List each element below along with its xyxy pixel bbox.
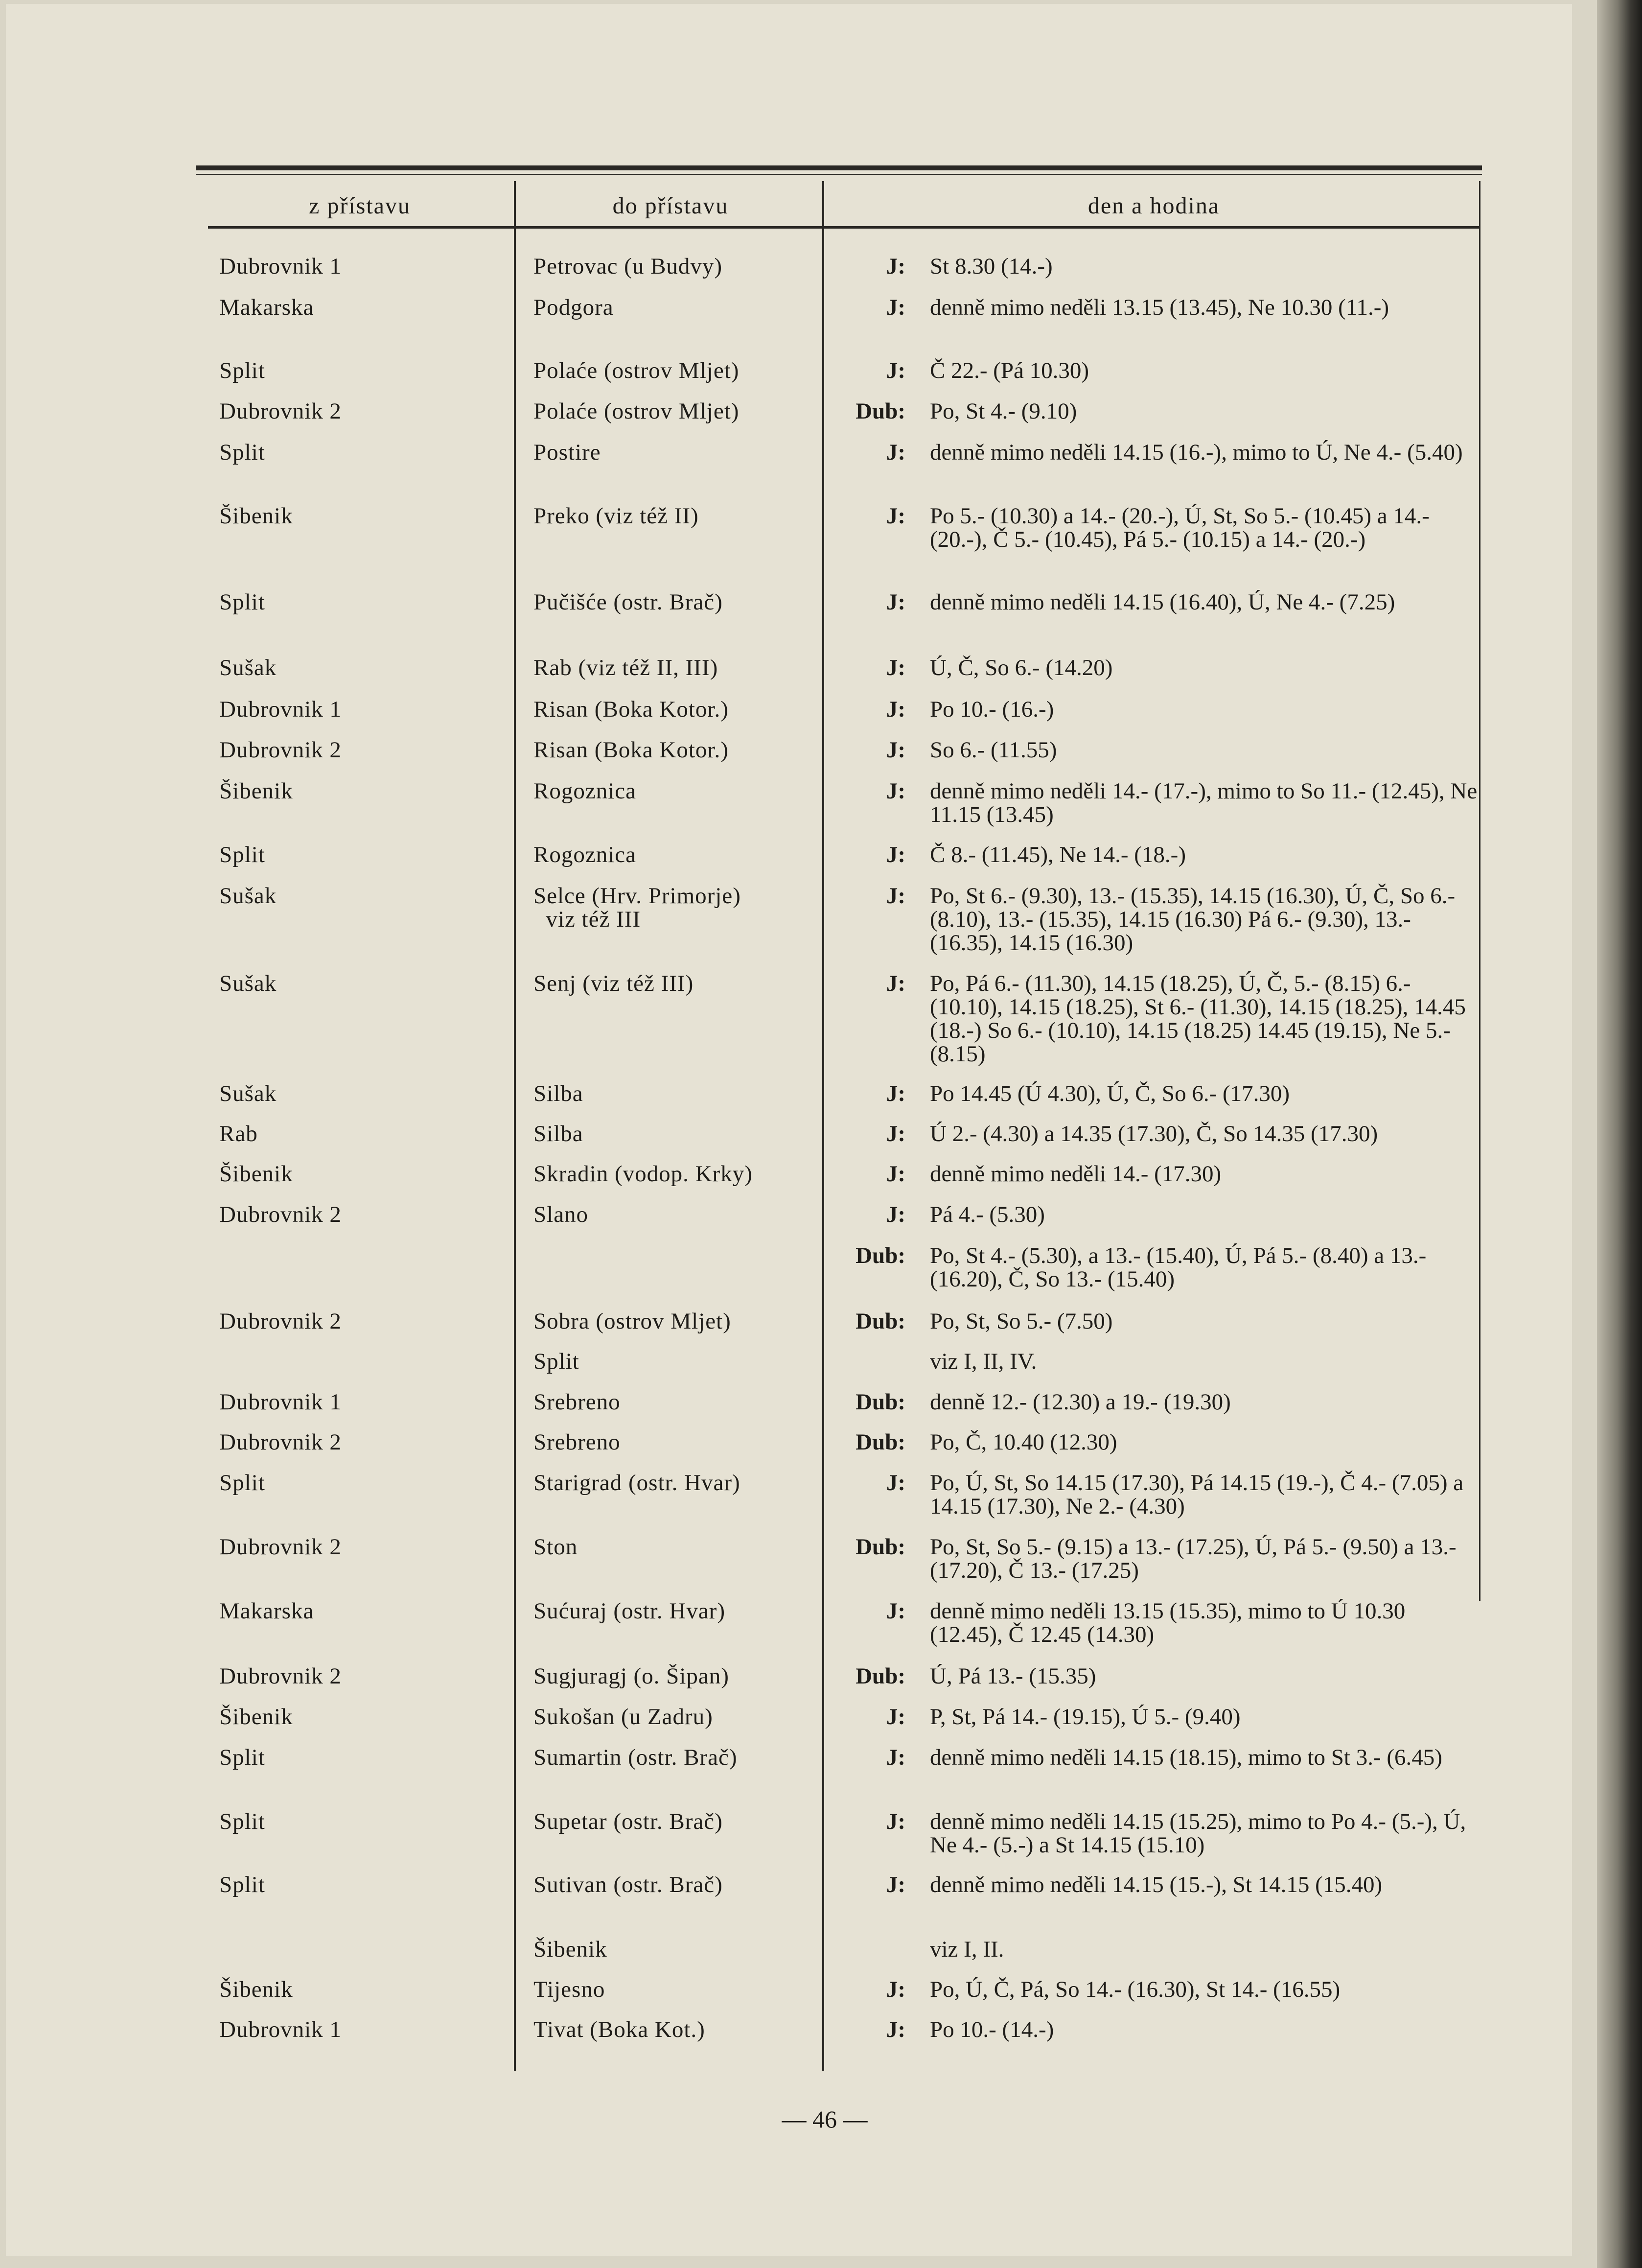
schedule: Po, St 4.- (5.30), a 13.- (15.40), Ú, Pá 5.- (8.40) a 13.- (16.20), Č, So 13.- (15.40) [930,1243,1427,1292]
from-port: Šibenik [219,1704,293,1730]
operator: J : [832,1746,905,1769]
to-port: Šibenik [533,1937,607,1962]
from-port: Dubrovnik 2 [219,398,342,424]
operator: J : [832,1705,905,1729]
schedule: denně mimo neděli 13.15 (13.45), Ne 10.30 (11.-) [930,295,1389,320]
operator: J : [832,1978,905,2001]
schedule: So 6.- (11.55) [930,737,1057,763]
header-from-port: z přístavu [309,192,411,219]
operator: J : [832,255,905,278]
schedule: Po, St 4.- (9.10) [930,398,1077,424]
schedule: Po, St, So 5.- (7.50) [930,1309,1113,1334]
from-port: Sušak [219,883,277,909]
from-port: Dubrovnik 1 [219,1389,342,1415]
from-port: Šibenik [219,1977,293,2002]
from-port: Sušak [219,1081,277,1106]
from-port: Dubrovnik 2 [219,1429,342,1455]
operator: J : [832,1082,905,1105]
schedule: Po 10.- (14.-) [930,2017,1054,2042]
from-port: Dubrovnik 1 [219,697,342,722]
to-port: Skradin (vodop. Krky) [533,1161,753,1187]
to-port: Risan (Boka Kotor.) [533,697,729,722]
operator: Dub : [832,1664,905,1688]
schedule: viz I, II. [930,1937,1004,1962]
schedule: viz I, II, IV. [930,1349,1037,1374]
from-port: Split [219,1872,265,1897]
to-port: Podgora [533,295,614,320]
operator: J : [832,1810,905,1833]
to-port: Rogoznica [533,778,636,804]
operator: Dub : [832,1309,905,1333]
from-port: Sušak [219,971,277,996]
from-port: Dubrovnik 2 [219,1534,342,1560]
to-port: Petrovac (u Budvy) [533,254,723,279]
to-port: Preko (viz též II) [533,503,699,529]
operator: J : [832,504,905,528]
to-port: Sugjuragj (o. Šipan) [533,1663,729,1689]
schedule: St 8.30 (14.-) [930,254,1053,279]
to-port: Tivat (Boka Kot.) [533,2017,705,2042]
from-port: Dubrovnik 2 [219,1309,342,1334]
to-port: Tijesno [533,1977,605,2002]
schedule: Po, St 6.- (9.30), 13.- (15.35), 14.15 (16.30), Ú, Č, So 6.- (8.10), 13.- (15.35), 14.15 (16.30) Pá 6.- (9.30), 13.- (16.35), 14.15 (16.30) [930,883,1456,956]
to-port: Starigrad (ostr. Hvar) [533,1470,740,1496]
schedule: Pá 4.- (5.30) [930,1202,1045,1227]
to-port: Sutivan (ostr. Brač) [533,1872,723,1897]
schedule: Ú 2.- (4.30) a 14.35 (17.30), Č, So 14.35 (17.30) [930,1121,1378,1146]
from-port: Dubrovnik 2 [219,1663,342,1689]
schedule: Po, St, So 5.- (9.15) a 13.- (17.25), Ú, Pá 5.- (9.50) a 13.- (17.20), Č 13.- (17.25) [930,1534,1457,1583]
from-port: Šibenik [219,1161,293,1187]
to-port: Polaće (ostrov Mljet) [533,358,740,383]
operator: J : [832,972,905,995]
operator: J : [832,590,905,614]
schedule: denně mimo neděli 14.15 (16.40), Ú, Ne 4.- (7.25) [930,589,1395,615]
to-port: Polaće (ostrov Mljet) [533,398,740,424]
to-port: Postire [533,440,601,465]
operator: J : [832,296,905,319]
schedule: denně mimo neděli 14.- (17.-), mimo to So 11.- (12.45), Ne 11.15 (13.45) [930,778,1478,827]
to-port: Slano [533,1202,589,1227]
from-port: Šibenik [219,503,293,529]
from-port: Makarska [219,1598,314,1624]
schedule: Ú, Pá 13.- (15.35) [930,1663,1096,1689]
from-port: Split [219,1809,265,1834]
operator: J : [832,656,905,679]
schedule: denně mimo neděli 14.15 (18.15), mimo to St 3.- (6.45) [930,1745,1442,1770]
to-port: Silba [533,1121,583,1146]
schedule: denně mimo neděli 13.15 (15.35), mimo to Ú 10.30 (12.45), Č 12.45 (14.30) [930,1598,1406,1647]
operator: J : [832,1122,905,1146]
to-port: Rogoznica [533,842,636,867]
header-to-port: do přístavu [612,192,729,219]
from-port: Sušak [219,655,277,680]
from-port: Šibenik [219,778,293,804]
from-port: Makarska [219,295,314,320]
from-port: Split [219,1745,265,1770]
operator: J : [832,441,905,464]
operator: J : [832,1203,905,1226]
schedule: denně mimo neděli 14.15 (15.25), mimo to Po 4.- (5.-), Ú, Ne 4.- (5.-) a St 14.15 (15.10) [930,1809,1466,1858]
to-port: Senj (viz též III) [533,971,694,996]
to-port: Risan (Boka Kotor.) [533,737,729,763]
schedule: Po, Pá 6.- (11.30), 14.15 (18.25), Ú, Č, 5.- (8.15) 6.- (10.10), 14.15 (18.25), St 6.- (11.30), 14.15 (18.25), 14.45 (18.-) So 6.- (10.10), 14.15 (18.25) 14.45 (19.15), Ne 5.- (8.15) [930,971,1466,1067]
schedule: Po, Ú, Č, Pá, So 14.- (16.30), St 14.- (16.55) [930,1977,1341,2002]
operator: J : [832,843,905,866]
schedule: Po, Č, 10.40 (12.30) [930,1429,1117,1455]
from-port: Split [219,1470,265,1496]
schedule: Po 14.45 (Ú 4.30), Ú, Č, So 6.- (17.30) [930,1081,1290,1106]
operator: J : [832,1599,905,1623]
schedule: Po 10.- (16.-) [930,697,1054,722]
schedule: Po 5.- (10.30) a 14.- (20.-), Ú, St, So 5.- (10.45) a 14.- (20.-), Č 5.- (10.45), Pá 5.- (10.15) a 14.- (20.-) [930,503,1430,552]
operator: J : [832,1471,905,1495]
operator: J : [832,2018,905,2041]
operator: Dub : [832,1244,905,1267]
from-port: Rab [219,1121,258,1146]
operator: J : [832,884,905,908]
header-day-and-hour: den a hodina [1087,192,1220,219]
from-port: Split [219,589,265,615]
to-port: Srebreno [533,1429,621,1455]
schedule: P, St, Pá 14.- (19.15), Ú 5.- (9.40) [930,1704,1241,1730]
schedule: Č 8.- (11.45), Ne 14.- (18.-) [930,842,1186,867]
from-port: Dubrovnik 2 [219,737,342,763]
operator: J : [832,738,905,762]
page-number: — 46 — [782,2105,868,2133]
to-port: Supetar (ostr. Brač) [533,1809,723,1834]
operator: Dub : [832,399,905,423]
operator: J : [832,359,905,382]
schedule: Č 22.- (Pá 10.30) [930,358,1089,383]
schedule: Ú, Č, So 6.- (14.20) [930,655,1113,680]
operator: J : [832,779,905,803]
schedule: denně mimo neděli 14.15 (15.-), St 14.15 (15.40) [930,1872,1383,1897]
schedule: Po, Ú, St, So 14.15 (17.30), Pá 14.15 (19.-), Č 4.- (7.05) a 14.15 (17.30), Ne 2.- (4.30) [930,1470,1464,1519]
to-port: Sukošan (u Zadru) [533,1704,713,1730]
from-port: Split [219,358,265,383]
from-port: Split [219,842,265,867]
from-port: Dubrovnik 1 [219,2017,342,2042]
to-port: Silba [533,1081,583,1106]
operator: Dub : [832,1430,905,1454]
to-port: Sućuraj (ostr. Hvar) [533,1598,725,1624]
operator: Dub : [832,1535,905,1559]
operator: J : [832,1873,905,1896]
from-port: Dubrovnik 1 [219,254,342,279]
to-port: Sobra (ostrov Mljet) [533,1309,731,1334]
from-port: Split [219,440,265,465]
to-port: Ston [533,1534,578,1560]
to-port: Pučišće (ostr. Brač) [533,589,723,615]
from-port: Dubrovnik 2 [219,1202,342,1227]
to-port: Sumartin (ostr. Brač) [533,1745,738,1770]
operator: Dub : [832,1390,905,1414]
to-port: Rab (viz též II, III) [533,655,718,680]
schedule: denně mimo neděli 14.15 (16.-), mimo to Ú, Ne 4.- (5.40) [930,440,1463,465]
operator: J : [832,1162,905,1186]
to-port: Selce (Hrv. Primorje) viz též III [533,883,741,932]
to-port: Srebreno [533,1389,621,1415]
to-port: Split [533,1349,579,1374]
schedule: denně mimo neděli 14.- (17.30) [930,1161,1222,1187]
operator: J : [832,698,905,721]
schedule: denně 12.- (12.30) a 19.- (19.30) [930,1389,1231,1415]
